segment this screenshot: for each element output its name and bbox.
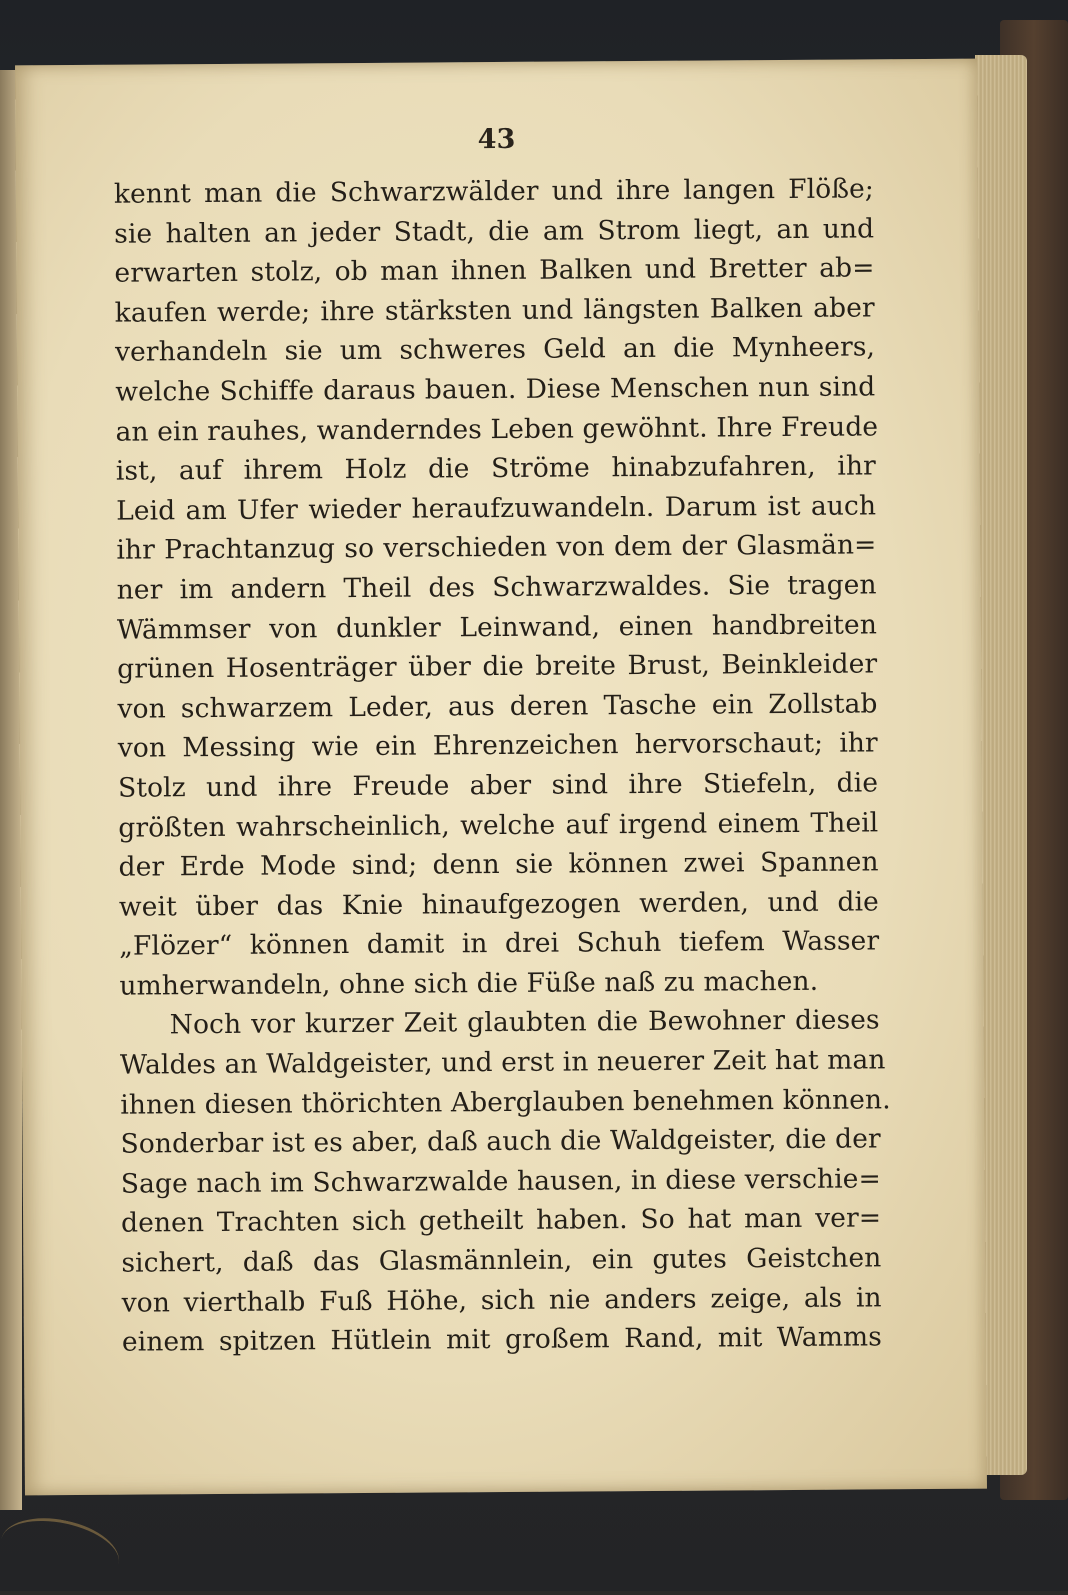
text-line: umherwandeln, ohne sich die Füße naß zu machen. — [119, 965, 819, 1002]
text-line: grünen Hosenträger über die breite Brust, Beinkleider — [117, 648, 878, 685]
book-page — [15, 59, 987, 1496]
text-line: größten wahrscheinlich, welche auf irgend einem Theil — [118, 806, 879, 844]
text-line: von vierthalb Fuß Höhe, sich nie anders zeige, als in — [121, 1281, 882, 1319]
text-line: verhandeln sie um schweres Geld an die Mynheers, — [114, 331, 876, 369]
text-line: von Messing wie ein Ehrenzeichen hervorschaut; ihr — [117, 727, 878, 764]
text-line: Sage nach im Schwarzwalde hausen, in diese verschie= — [120, 1163, 881, 1200]
text-line: erwarten stolz, ob man ihnen Balken und Bretter ab= — [114, 252, 875, 289]
text-line: Waldes an Waldgeister, und erst in neuerer Zeit hat man — [119, 1044, 886, 1081]
text-line: denen Trachten sich getheilt haben. So hat man ver= — [121, 1202, 882, 1240]
text-line: „Flözer“ können damit in drei Schuh tiefem Wasser — [119, 925, 880, 962]
text-line: sichert, daß das Glasmännlein, ein gutes Geistchen — [121, 1242, 882, 1279]
page-number: 43 — [477, 123, 516, 156]
text-line: ihr Prachtanzug so verschieden von dem der Glasmän= — [116, 529, 877, 567]
text-line: Sonderbar ist es aber, daß auch die Waldgeister, die der — [120, 1123, 881, 1160]
text-line: der Erde Mode sind; denn sie können zwei Spannen — [118, 846, 879, 883]
text-line: kaufen werde; ihre stärksten und längsten Balken aber — [114, 292, 875, 329]
text-line: Stolz und ihre Freude aber sind ihre Stiefeln, die — [117, 767, 879, 804]
text-line: einem spitzen Hütlein mit großem Rand, mit Wamms — [121, 1321, 883, 1358]
body-text — [113, 169, 891, 1362]
text-line: ist, auf ihrem Holz die Ströme hinabzufahren, ihr — [115, 450, 876, 487]
text-line: Noch vor kurzer Zeit glaubten die Bewohner dieses — [169, 1004, 880, 1041]
text-line: Leid am Ufer wieder heraufzuwandeln. Darum ist auch — [116, 490, 877, 527]
text-line: Wämmser von dunkler Leinwand, einen handbreiten — [116, 608, 878, 646]
text-line: weit über das Knie hinaufgezogen werden, und die — [118, 886, 879, 923]
text-line: welche Schiffe daraus bauen. Diese Menschen nun sind — [115, 371, 876, 408]
text-line: ner im andern Theil des Schwarzwaldes. Sie tragen — [116, 569, 877, 606]
text-line: von schwarzem Leder, aus deren Tasche ein Zollstab — [117, 688, 878, 725]
text-line: an ein rauhes, wanderndes Leben gewöhnt. Ihre Freude — [115, 410, 879, 448]
text-line: ihnen diesen thörichten Aberglauben benehmen können. — [120, 1083, 891, 1121]
text-line: sie halten an jeder Stadt, die am Strom liegt, an und — [114, 212, 875, 250]
text-line: kennt man die Schwarzwälder und ihre langen Flöße; — [113, 173, 875, 210]
